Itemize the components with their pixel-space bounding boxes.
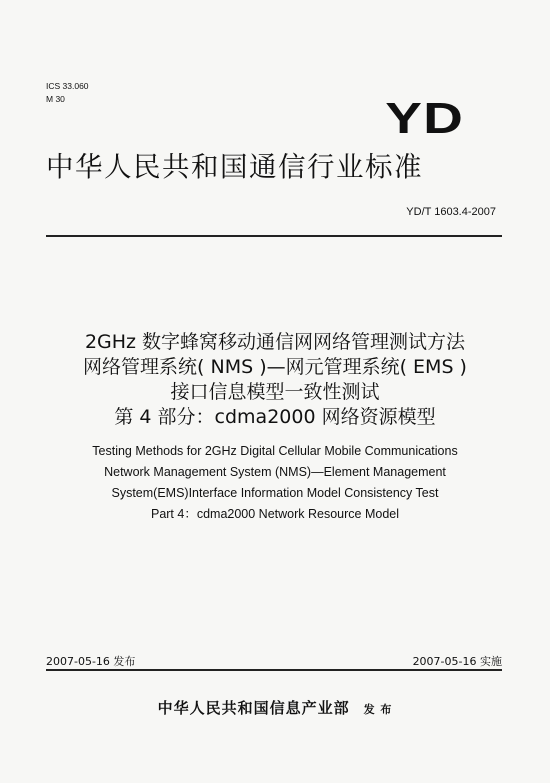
- standard-title: 中华人民共和国通信行业标准: [46, 151, 423, 183]
- ics-code: ICS 33.060: [46, 81, 89, 91]
- bottom-divider: [46, 669, 502, 671]
- class-code: M 30: [46, 94, 65, 104]
- english-title-line-4: Part 4：cdma2000 Network Resource Model: [150, 507, 400, 521]
- english-title-line-1: Testing Methods for 2GHz Digital Cellular Mobile Communications: [92, 444, 458, 458]
- yd-logo: YD: [385, 94, 464, 143]
- chinese-title-line-3: 接口信息模型一致性测试: [170, 381, 380, 403]
- chinese-title: [0, 330, 550, 430]
- publisher-suffix: 发 布: [363, 703, 393, 716]
- standard-number: YD/T 1603.4-2007: [406, 206, 496, 218]
- chinese-title-line-4: 第 4 部分：cdma2000 网络资源模型: [114, 406, 436, 428]
- english-title-line-2: Network Management System (NMS)—Element Management: [104, 465, 446, 479]
- top-divider: [46, 235, 502, 237]
- implementation-date: 2007-05-16 实施: [412, 655, 502, 668]
- publisher: [0, 697, 550, 718]
- classification-codes: [46, 80, 89, 106]
- chinese-title-line-2: 网络管理系统( NMS )—网元管理系统( EMS ): [83, 356, 467, 378]
- english-title: [0, 441, 550, 525]
- publisher-name: 中华人民共和国信息产业部: [157, 699, 350, 717]
- issue-date: 2007-05-16 发布: [46, 655, 136, 668]
- chinese-title-line-1: 2GHz 数字蜂窝移动通信网网络管理测试方法: [84, 331, 466, 353]
- english-title-line-3: System(EMS)Interface Information Model Consistency Test: [111, 486, 439, 500]
